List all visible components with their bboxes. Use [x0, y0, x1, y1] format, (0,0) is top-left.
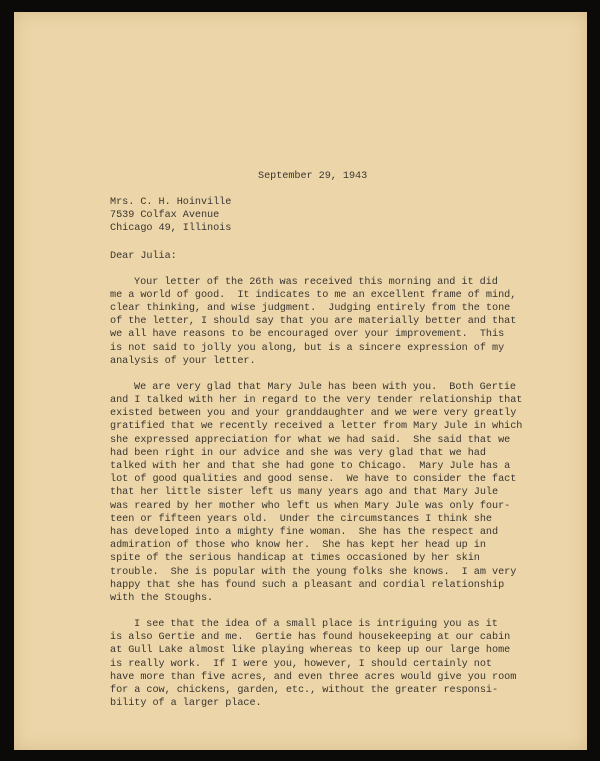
text-line: of the letter, I should say that you are materially better and that [110, 316, 517, 328]
letter-body [110, 170, 570, 710]
text-line: trouble. She is popular with the young folks she knows. I am very [110, 566, 517, 578]
text-line: me a world of good. It indicates to me an excellent frame of mind, [110, 289, 517, 301]
paragraph-3 [110, 618, 570, 710]
letter-date: September 29, 1943 [258, 171, 368, 182]
text-line: lot of good qualities and good sense. We have to consider the fact [110, 474, 517, 486]
text-line: existed between you and your granddaughter and we were very greatly [110, 408, 517, 420]
text-line: has developed into a mighty fine woman. She has the respect and [110, 526, 499, 538]
text-line: is really work. If I were you, however, I should certainly not [110, 658, 493, 670]
text-line: is also Gertie and me. Gertie has found housekeeping at our cabin [110, 632, 511, 644]
text-line: is not said to jolly you along, but is a sincere expression of my [110, 342, 505, 354]
recipient-line: Chicago 49, Illinois [110, 223, 232, 235]
text-line: analysis of your letter. [110, 355, 256, 367]
text-line: I see that the idea of a small place is intriguing you as it [134, 619, 498, 631]
text-line: clear thinking, and wise judgment. Judging entirely from the tone [110, 302, 511, 314]
text-line: We are very glad that Mary Jule has been with you. Both Gertie [134, 381, 517, 393]
letter-page [14, 12, 587, 750]
text-line: spite of the serious handicap at times occasioned by her skin [110, 553, 480, 565]
text-line: and I talked with her in regard to the very tender relationship that [110, 395, 523, 407]
paragraph-2 [110, 381, 570, 605]
recipient-address [110, 196, 570, 236]
text-line: have more than five acres, and even three acres would give you room [110, 671, 517, 683]
text-line: we all have reasons to be encouraged over your improvement. This [110, 329, 505, 341]
text-line: with the Stoughs. [110, 592, 214, 604]
text-line: that her little sister left us many years ago and that Mary Jule [110, 487, 499, 499]
recipient-line: Mrs. C. H. Hoinville [110, 197, 232, 208]
text-line: at Gull Lake almost like playing whereas to keep up our large home [110, 645, 511, 657]
text-line: admiration of those who know her. She has kept her head up in [110, 540, 486, 552]
text-line: was reared by her mother who left us when Mary Jule was only four- [110, 500, 511, 512]
text-line: teen or fifteen years old. Under the circumstances I think she [110, 513, 493, 525]
text-line: had been right in our advice and she was very glad that we had [110, 447, 486, 459]
text-line: talked with her and that she had gone to Chicago. Mary Jule has a [110, 461, 511, 472]
salutation: Dear Julia: [110, 250, 177, 262]
text-line: Your letter of the 26th was received this morning and it did [134, 276, 498, 288]
paragraph-1 [110, 276, 570, 368]
text-line: happy that she has found such a pleasant and cordial relationship [110, 579, 505, 591]
text-line: she expressed appreciation for what we had said. She said that we [110, 434, 511, 446]
recipient-line: 7539 Colfax Avenue [110, 210, 220, 222]
text-line: bility of a larger place. [110, 698, 262, 710]
text-line: for a cow, chickens, garden, etc., without the greater responsi- [110, 685, 499, 696]
text-line: gratified that we recently received a letter from Mary Jule in which [110, 421, 523, 433]
